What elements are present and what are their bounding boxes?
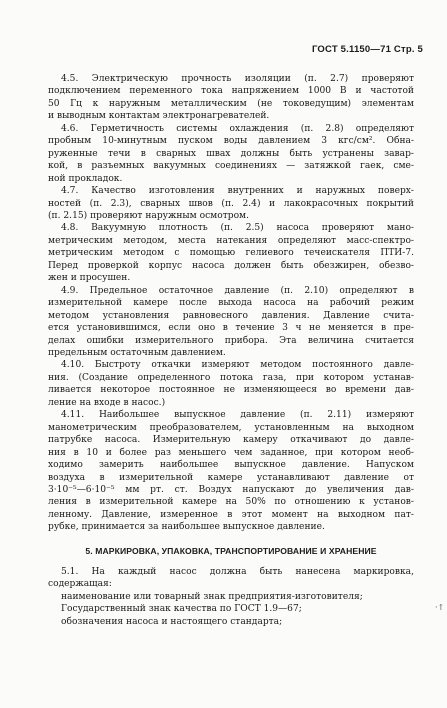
paragraph-line: 3·10⁻⁵—6·10⁻⁵ мм рт. ст. Воздух напускают до увеличения дав- [48, 484, 414, 495]
marking-list [48, 591, 414, 628]
paragraph-line: 4.7. Качество изготовления внутренних и наружных поверх- [61, 186, 414, 197]
paragraph-line: метрическим методом с помощью гелиевого течеискателя ПТИ-7. [48, 248, 414, 259]
paragraph-line: 4.11. Наибольшее выпускное давление (п. 2.11) измеряют [61, 410, 414, 421]
paragraph-line: и выводным контактам электронагревателей. [48, 111, 270, 122]
section-heading: 5. МАРКИРОВКА, УПАКОВКА, ТРАНСПОРТИРОВАНИЕ И ХРАНЕНИЕ [85, 545, 377, 556]
paragraph [48, 409, 414, 534]
paragraph [48, 222, 414, 284]
paragraph-line: манометрическим преобразователем, установленным на выходном [48, 422, 414, 433]
paragraph-line: пробным 10-минутным пуском воды давлением 3 кгс/см². Обна- [48, 136, 414, 147]
paragraph-line: подключением переменного тока напряжением 1000 В и частотой [48, 86, 414, 97]
paragraphs [48, 73, 414, 534]
document-body [48, 73, 414, 628]
paragraph-line: ленному. Давление, измеренное в этот момент на выходном пат- [48, 509, 414, 520]
paragraph-line: ной прокладок. [48, 173, 123, 184]
paragraph-line: предельным остаточным давлением. [48, 347, 226, 358]
paragraph-line: Перед проверкой корпус насоса должен быть обезжирен, обезво- [48, 260, 414, 271]
paragraph [48, 359, 414, 409]
list-item: наименование или товарный знак предприятия-изготовителя; [61, 591, 363, 602]
paragraph-line: метрическим методом, места натекания определяют масс-спектро- [48, 235, 414, 246]
paragraph [48, 73, 414, 123]
paragraph [48, 185, 414, 222]
paragraph-line: 50 Гц к наружным металлическим (не токоведущим) элементам [48, 98, 414, 109]
paragraph-line: 4.10. Быстроту откачки измеряют методом постоянного давле- [61, 360, 414, 371]
paragraph-line: делах ошибки измерительного прибора. Эта величина считается [48, 335, 414, 346]
paragraph-line: ется установившимся, если оно в течение 3 ч не меняется в пре- [48, 323, 414, 334]
paragraph-line: кой, в разъемных вакуумных соединениях — затяжкой гаек, сме- [48, 161, 414, 172]
paragraph-line: ления в измерительной камере на 50% по отношению к установ- [48, 497, 414, 508]
paragraph-line: содержащая: [48, 579, 112, 590]
list-item: Государственный знак качества по ГОСТ 1.9—67; [61, 604, 302, 615]
paragraph-line: жен и просушен. [48, 273, 131, 284]
paragraph-line: ностей (п. 2.3), сварных швов (п. 2.4) и лакокрасочных покрытий [48, 198, 414, 209]
paragraph-line: рубке, принимается за наибольшее выпускное давление. [48, 522, 325, 533]
paragraph-line: ния. (Создание определенного потока газа, при котором устанав- [48, 372, 414, 383]
page-header: ГОСТ 5.1150—71 Стр. 5 [311, 44, 423, 55]
paragraph-line: (п. 2.15) проверяют наружным осмотром. [48, 210, 250, 221]
paragraph-line: ходимо замерить наибольшее выпускное давление. Напуском [48, 460, 414, 471]
paragraph-line: 4.8. Вакуумную плотность (п. 2.5) насоса проверяют мано- [61, 223, 414, 234]
paragraph-line: 4.5. Электрическую прочность изоляции (п. 2.7) проверяют [61, 74, 414, 84]
paragraph-line: воздуха в измерительной камере устанавливают давление от [48, 472, 414, 483]
paragraph-line: методом установления равновесного давления. Давление счита- [48, 310, 414, 321]
section-paragraph-text [48, 566, 414, 591]
paragraph-line: 5.1. На каждый насос должна быть нанесена маркировка, [61, 566, 414, 577]
margin-mark: ·↑ [435, 603, 445, 612]
paragraph-line: ния в 10 и более раз меньшего чем заданное, при котором необ- [48, 447, 414, 458]
paragraph-line: 4.6. Герметичность системы охлаждения (п. 2.8) определяют [61, 123, 414, 134]
paragraph-line: ление на входе в насос.) [48, 397, 166, 408]
paragraph-line: ливается некоторое постоянное не изменяющееся во времени дав- [48, 385, 414, 396]
list-block [48, 591, 414, 628]
paragraph [48, 285, 414, 360]
paragraph-line: измерительной камере после выхода насоса на рабочий режим [48, 298, 414, 309]
section-paragraph [48, 566, 414, 591]
paragraph-line: патрубке насоса. Измерительную камеру откачивают до давле- [48, 435, 414, 446]
list-item: обозначения насоса и настоящего стандарта; [61, 616, 283, 627]
paragraph-line: руженные течи в сварных швах должны быть устранены завар- [48, 148, 414, 159]
paragraph [48, 123, 414, 185]
paragraph-line: 4.9. Предельное остаточное давление (п. 2.10) определяют в [61, 285, 414, 296]
